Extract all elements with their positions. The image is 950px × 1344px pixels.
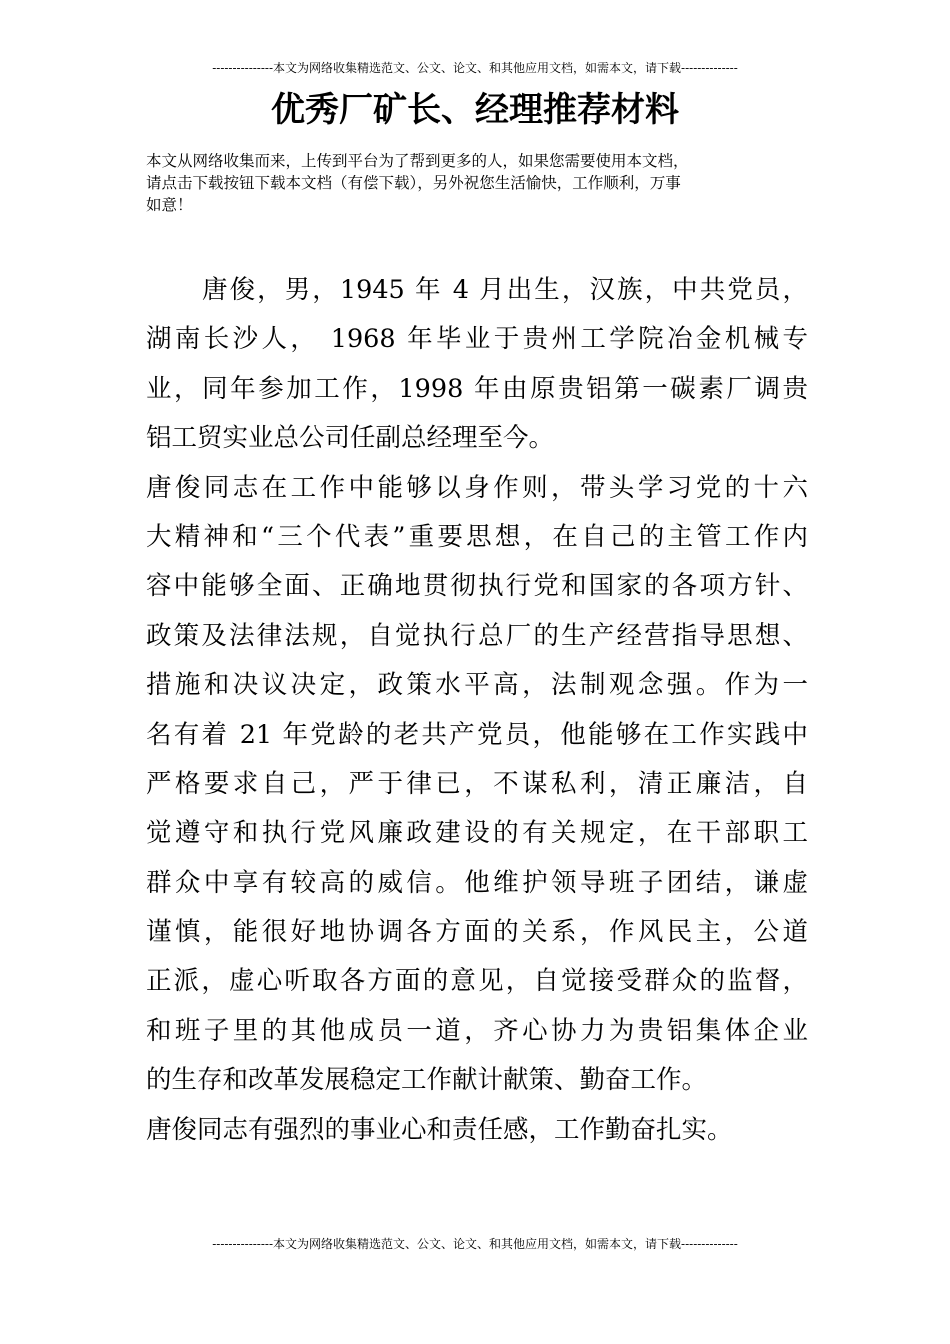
body-line: 唐俊同志在工作中能够以身作则，带头学习党的十六 — [146, 472, 808, 503]
body-line: 政策及法律法规，自觉执行总厂的生产经营指导思想、 — [146, 620, 808, 651]
body-line: 大精神和“三个代表”重要思想，在自己的主管工作内 — [146, 521, 808, 552]
header-banner: ---------------本文为网络收集精选范文、公文、论文、和其他应用文档，如需本文，请下载-------------- — [212, 61, 738, 75]
paragraph-dedication — [146, 1106, 808, 1155]
body-line: 唐俊，男，1945 年 4 月出生，汉族，中共党员， — [202, 275, 808, 305]
body-line: 群众中享有较高的威信。他维护领导班子团结，谦虚 — [146, 867, 808, 898]
body-line: 唐俊同志有强烈的事业心和责任感，工作勤奋扎实。 — [146, 1114, 733, 1145]
body-line: 业，同年参加工作，1998 年由原贵铝第一碳素厂调贵 — [146, 373, 808, 404]
footer-banner: ---------------本文为网络收集精选范文、公文、论文、和其他应用文档，如需本文，请下载-------------- — [212, 1237, 738, 1251]
document-body — [146, 266, 808, 1155]
body-line: 谨慎，能很好地协调各方面的关系，作风民主，公道 — [146, 917, 808, 948]
body-line: 的生存和改革发展稳定工作献计献策、勤奋工作。 — [146, 1065, 708, 1096]
body-line: 湖南长沙人， 1968 年毕业于贵州工学院冶金机械专 — [146, 324, 808, 355]
body-line: 铝工贸实业总公司任副总经理至今。 — [146, 423, 555, 454]
paragraph-conduct — [146, 464, 808, 1106]
intro-notice — [146, 150, 808, 216]
paragraph-bio — [146, 266, 808, 464]
body-line: 措施和决议决定，政策水平高，法制观念强。作为一 — [146, 670, 808, 701]
body-line: 和班子里的其他成员一道，齐心协力为贵铝集体企业 — [146, 1015, 808, 1046]
intro-line: 如意！ — [146, 196, 193, 214]
document-title: 优秀厂矿长、经理推荐材料 — [271, 90, 679, 130]
body-line: 严格要求自己，严于律已，不谋私利，清正廉洁，自 — [146, 768, 808, 799]
intro-line: 请点击下载按钮下载本文档（有偿下载），另外祝您生活愉快，工作顺利，万事 — [146, 174, 681, 192]
body-line: 正派，虚心听取各方面的意见，自觉接受群众的监督， — [146, 966, 808, 997]
intro-line: 本文从网络收集而来，上传到平台为了帮到更多的人，如果您需要使用本文档， — [146, 152, 689, 170]
body-line: 容中能够全面、正确地贯彻执行党和国家的各项方针、 — [146, 571, 808, 602]
body-line: 名有着 21 年党龄的老共产党员，他能够在工作实践中 — [146, 719, 808, 750]
body-line: 觉遵守和执行党风廉政建设的有关规定，在干部职工 — [146, 818, 808, 849]
